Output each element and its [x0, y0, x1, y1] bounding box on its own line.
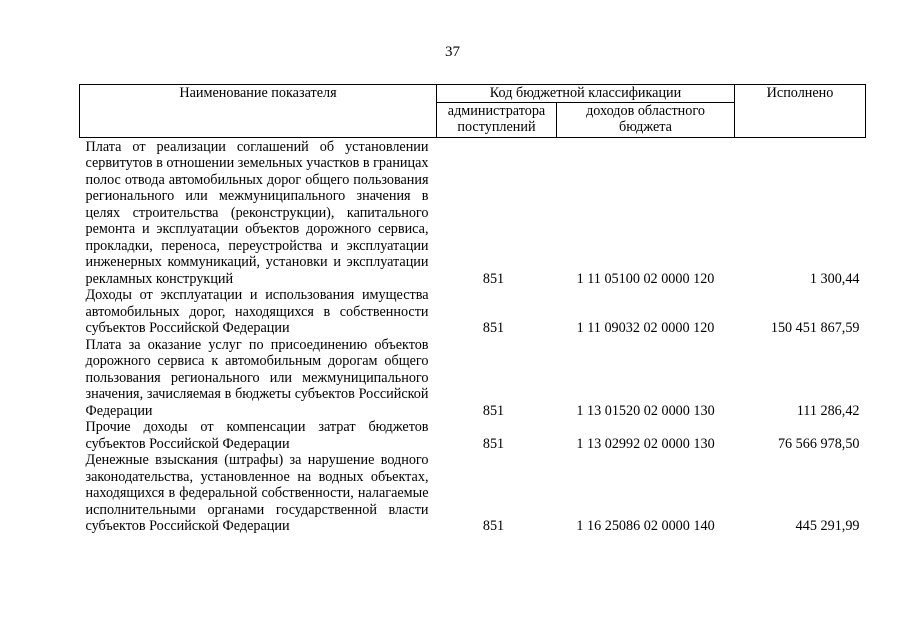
table-row: [80, 137, 866, 287]
row-indicator-name: Доходы от эксплуатации и использования имущества автомобильных дорог, находящихся в собственности субъектов Российской Федерации: [85, 287, 429, 336]
table-row: [80, 419, 866, 452]
row-executed-amount: 76 566 978,50: [777, 435, 860, 452]
header-regional-income: доходов областного бюджета: [557, 102, 735, 137]
row-administrator-code: 851: [482, 402, 505, 419]
row-indicator-name: Плата от реализации соглашений об установлении сервитутов в отношении земельных участков в границах полос отвода автомобильных дорог общего пользования регионального или межмуниципального значения в целях строительства (реконструкции), капитального ремонта и эксплуатации объектов дорожного сервиса, прокладки, переноса, переустройства и эксплуатации инженерных коммуникаций, установки и эксплуатации рекламных конструкций: [85, 138, 429, 287]
row-executed-amount: 150 451 867,59: [770, 320, 860, 336]
header-executed: Исполнено: [735, 85, 866, 138]
row-executed-amount: 111 286,42: [796, 402, 860, 419]
row-indicator-name: Денежные взыскания (штрафы) за нарушение водного законодательства, установленное на водных объектах, находящихся в федеральной собственности, налагаемые исполнительными органами государственной власти субъектов Российской Федерации: [85, 452, 429, 534]
row-classification-code: 1 13 01520 02 0000 130: [576, 402, 715, 419]
row-indicator-name: Плата за оказание услуг по присоединению объектов дорожного сервиса к автомобильным дорогам общего пользования регионального или межмуниципального значения, зачисляемая в бюджеты субъектов Российской Федерации: [85, 336, 429, 419]
row-indicator-name: Прочие доходы от компенсации затрат бюджетов субъектов Российской Федерации: [85, 419, 429, 452]
row-administrator-code: 851: [482, 435, 505, 452]
row-administrator-code: 851: [482, 320, 505, 336]
row-classification-code: 1 16 25086 02 0000 140: [576, 518, 715, 534]
header-administrator: администратора поступлений: [437, 102, 557, 137]
header-indicator-name: Наименование показателя: [80, 85, 437, 138]
row-classification-code: 1 13 02992 02 0000 130: [576, 435, 715, 452]
row-classification-code: 1 11 05100 02 0000 120: [576, 270, 715, 287]
table-row: [80, 287, 866, 337]
page-number: 37: [445, 44, 460, 60]
row-classification-code: 1 11 09032 02 0000 120: [576, 320, 715, 336]
table-row: [80, 452, 866, 535]
row-executed-amount: 445 291,99: [795, 518, 860, 534]
row-executed-amount: 1 300,44: [809, 270, 860, 287]
budget-revenue-table: [79, 84, 866, 535]
row-administrator-code: 851: [482, 270, 505, 287]
row-administrator-code: 851: [482, 518, 505, 534]
header-budget-classification-code: Код бюджетной классификации: [437, 85, 735, 103]
table-row: [80, 337, 866, 420]
